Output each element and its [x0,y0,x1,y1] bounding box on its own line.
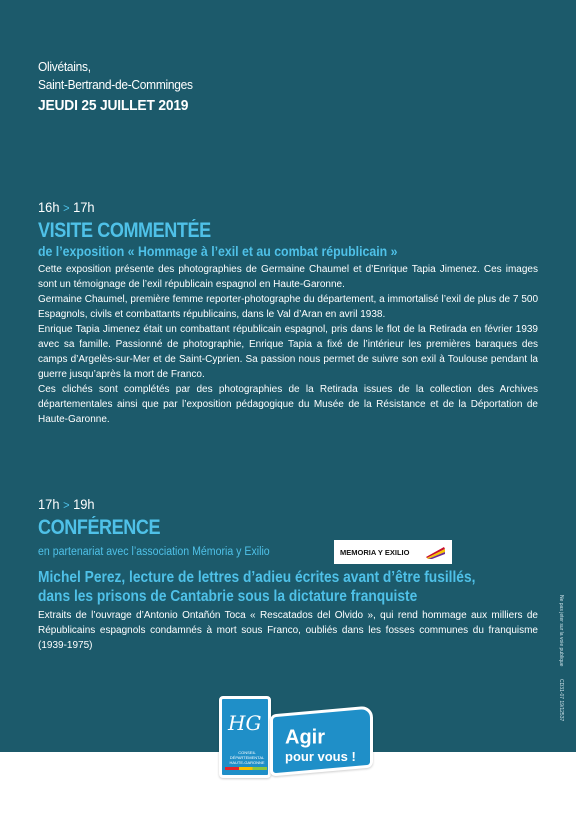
event-date: JEUDI 25 JUILLET 2019 [38,97,189,114]
partner-logo-text: MEMORIA Y EXILIO [340,547,410,557]
visite-paragraph: Ces clichés sont complétés par des photographies de la Retirada issues de la collection des Archives départementales ainsi que par l’exposition pédagogique du Musée de la Résistance et de la Déportation de Haute-Garonne. [38,384,538,425]
venue-line-1: Olivétains, [38,59,91,74]
time-separator-icon: > [63,201,70,215]
visite-time-start: 16h [38,199,60,215]
agir-label: Agir [285,726,325,749]
print-code: CD31-07 19/12537 [558,679,564,722]
hg-monogram: HG [228,711,262,735]
conference-time-start: 17h [38,496,60,512]
conference-section [38,495,538,653]
memoria-y-exilio-logo [334,540,452,564]
visite-time-end: 17h [73,199,95,215]
haute-garonne-logo [219,696,271,778]
partner-text: en partenariat avec l’association Mémoria y Exilio [38,546,270,558]
pour-vous-label: pour vous ! [285,749,356,765]
conference-time [38,495,498,514]
visite-section [38,198,538,427]
visite-subtitle: de l’exposition « Hommage à l’exil et au combat républicain » [38,243,398,259]
agir-pour-vous-badge [270,705,373,776]
lecture-title-line-1: Michel Perez, lecture de lettres d’adieu écrites avant d’être fusillés, [38,569,476,586]
partner-row [38,540,538,564]
venue-line-2: Saint-Bertrand-de-Comminges [38,77,193,92]
visite-paragraph: Cette exposition présente des photographies de Germaine Chaumel et d’Enrique Tapia Jimenez. Ces images sont un témoignage de l’exil républicain espagnol en Haute-Garonne. [38,264,538,290]
hg-caption: CONSEIL DÉPARTEMENTAL HAUTE-GARONNE [229,750,265,765]
time-separator-icon: > [63,498,70,512]
conference-time-end: 19h [73,496,95,512]
conference-description: Extraits de l’ouvrage d’Antonio Ontañón Toca « Rescatados del Olvido », qui rend hommage aux milliers de Républicains espagnols condamnés à mort sous Franco, oubliés dans les fosses communes du franquisme (1939-1975) [38,610,538,651]
flag-stripes-icon [424,545,446,559]
hg-color-stripe [225,767,267,770]
visite-description [38,262,538,427]
side-credit [554,595,564,745]
legal-note: Ne pas jeter sur la voie publique [558,595,564,667]
lecture-title-line-2: dans les prisons de Cantabrie sous la dictature franquiste [38,588,418,605]
conference-title: CONFÉRENCE [38,516,161,539]
event-header [38,58,206,114]
visite-paragraph: Enrique Tapia Jimenez était un combattant républicain espagnol, pris dans le flot de la Retirada en février 1939 avec sa famille. Passionné de photographie, Enrique Tapia a fixé de l’intérieur les premières baraques des camps d’Argelès-sur-Mer et de Saint-Cyprien. Sa passion nous permet de suivre son exil à Toulouse pendant la guerre jusqu’après la mort de Franco. [38,324,538,380]
visite-time [38,198,498,217]
visite-paragraph: Germaine Chaumel, première femme reporter-photographe du département, a immortalisé l’exil de plus de 7 500 Espagnols, civils et combattants républicains, dans le Val d’Aran en avril 1938. [38,294,538,320]
visite-title: VISITE COMMENTÉE [38,219,211,242]
